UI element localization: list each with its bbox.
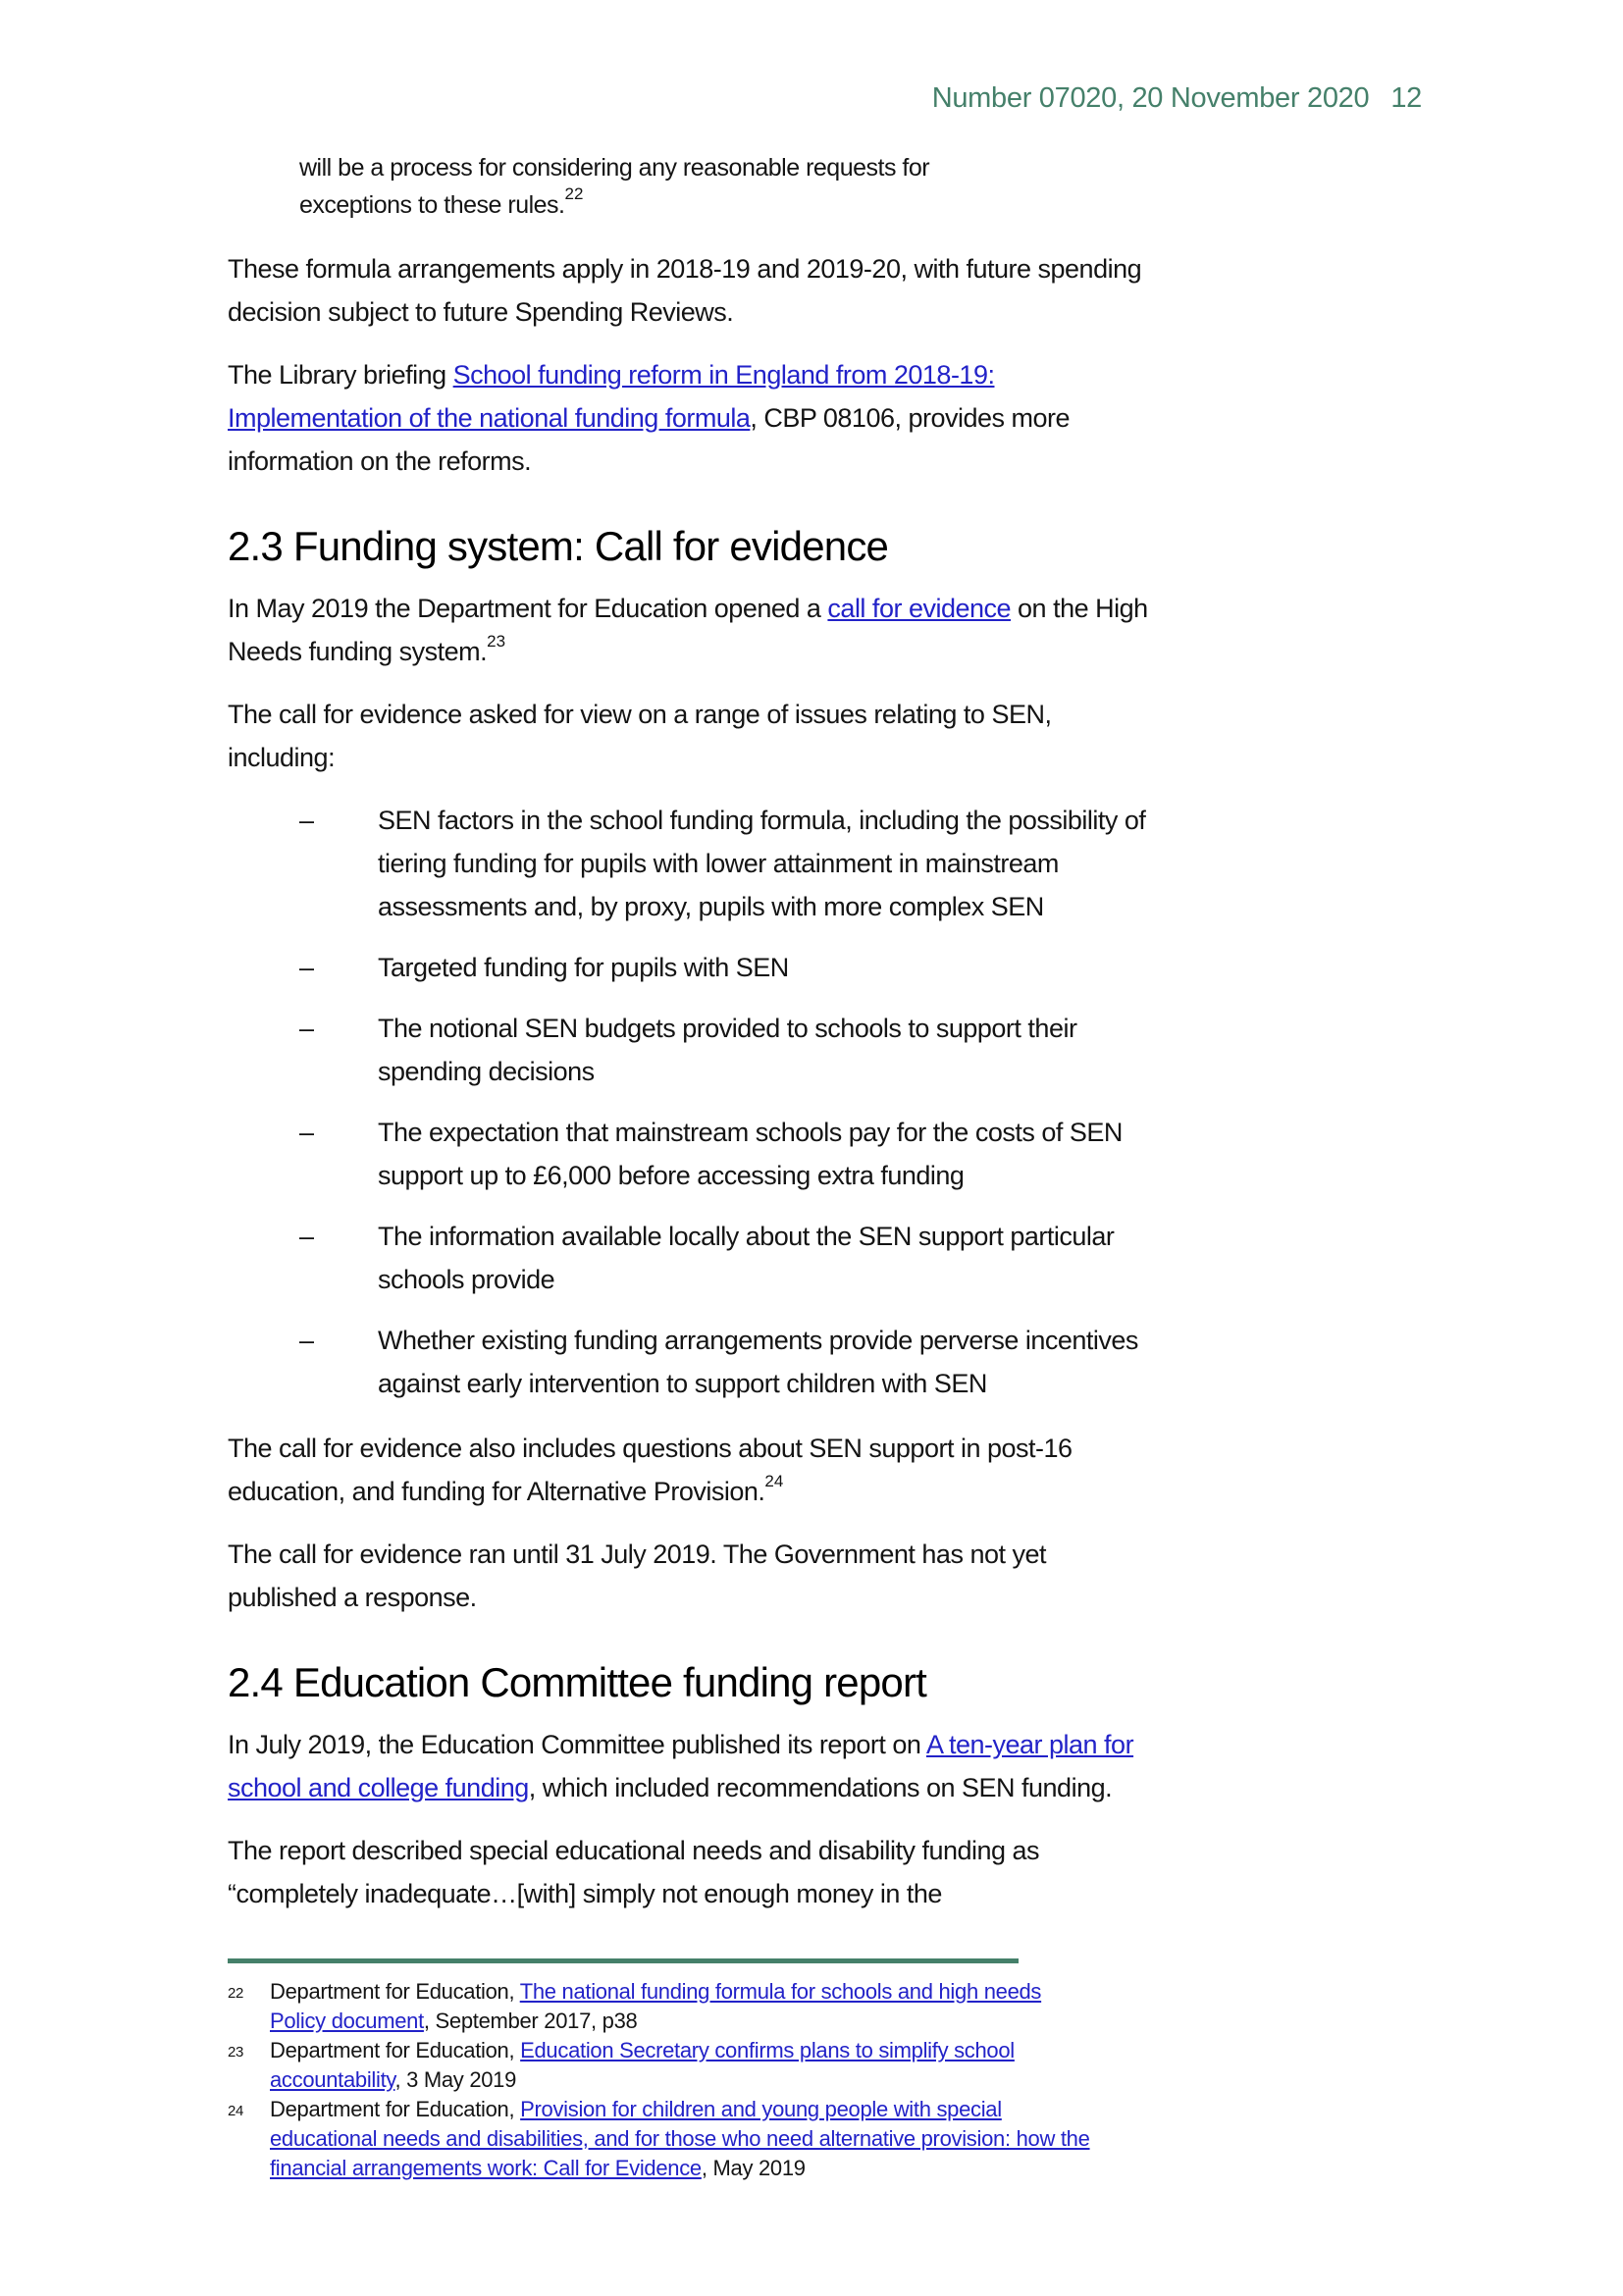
footnote-text	[270, 1977, 1091, 2036]
bullet-item	[299, 1111, 1160, 1197]
bullet-dash: –	[299, 806, 314, 835]
paragraph-text: The call for evidence also includes questions about SEN support in post-16 education, and funding for Alternative Provision.	[228, 1434, 1073, 1506]
bullet-item	[299, 799, 1160, 928]
bullet-item	[299, 946, 1160, 989]
paragraph-text: , CBP 08106, provides more information on the reforms.	[228, 403, 1071, 476]
paragraph-education-committee	[228, 1723, 1160, 1809]
paragraph-formula-arrangements: These formula arrangements apply in 2018-19 and 2019-20, with future spending decision subject to future Spending Reviews.	[228, 254, 1142, 327]
footnote-text	[270, 2036, 1091, 2095]
footnote-ref-22: 22	[564, 184, 584, 203]
bullet-dash: –	[299, 953, 314, 982]
link-call-for-evidence[interactable]: call for evidence	[827, 594, 1012, 623]
page-header	[932, 82, 1422, 115]
footnote-number: 22	[228, 1985, 244, 2002]
link-school-funding-reform[interactable]: School funding reform in England from 2018-19: Implementation of the national funding formula	[228, 360, 995, 433]
bullet-text: The information available locally about the SEN support particular schools provide	[378, 1222, 1115, 1294]
footnote-post: , September 2017, p38	[423, 2009, 638, 2033]
bullet-text: Whether existing funding arrangements provide perverse incentives against early intervention to support children with SEN	[378, 1326, 1138, 1398]
paragraph-text: In May 2019 the Department for Education opened a	[228, 594, 828, 623]
footnote-text	[270, 2095, 1091, 2183]
footnote-pre: Department for Education,	[270, 2038, 521, 2062]
bullet-list	[299, 799, 1160, 1405]
footnote-22	[228, 1977, 1091, 2036]
paragraph-call-for-evidence-opened	[228, 587, 1160, 673]
bullet-item	[299, 1215, 1160, 1301]
paragraph-text: The Library briefing	[228, 360, 453, 390]
paragraph-report-described: The report described special educational needs and disability funding as “completely inadequate…[with] simply not enough money in the	[228, 1836, 1040, 1908]
section-heading-2-4: 2.4 Education Committee funding report	[228, 1659, 927, 1705]
paragraph-post16	[228, 1427, 1160, 1513]
bullet-item	[299, 1007, 1160, 1093]
footnote-ref-23: 23	[487, 632, 506, 651]
bullet-dash: –	[299, 1222, 314, 1251]
footnote-number: 23	[228, 2044, 244, 2061]
bullet-text: Targeted funding for pupils with SEN	[378, 953, 789, 982]
footnotes-section	[228, 1958, 1111, 2183]
footnote-23-link[interactable]: Education Secretary confirms plans to simplify school accountability	[270, 2038, 1015, 2092]
paragraph-library-briefing	[228, 353, 1160, 483]
footnote-24	[228, 2095, 1091, 2183]
footnote-number: 24	[228, 2103, 244, 2119]
footnote-separator	[228, 1958, 1019, 1963]
paragraph-text: on the High Needs funding system.	[228, 594, 1148, 666]
footnote-post: , 3 May 2019	[394, 2067, 517, 2092]
bullet-text: The expectation that mainstream schools pay for the costs of SEN support up to £6,000 before accessing extra funding	[378, 1118, 1123, 1190]
footnote-ref-24: 24	[764, 1472, 784, 1490]
bullet-dash: –	[299, 1118, 314, 1147]
paragraph-ran-until: The call for evidence ran until 31 July 2019. The Government has not yet published a response.	[228, 1539, 1046, 1612]
footnote-24-link[interactable]: Provision for children and young people with special educational needs and disabilities, and for those who need alternative provision: how the financial arrangements work: Call for Evidence	[270, 2097, 1090, 2180]
paragraph-text: In July 2019, the Education Committee published its report on	[228, 1730, 926, 1759]
bullet-text: The notional SEN budgets provided to schools to support their spending decisions	[378, 1014, 1077, 1086]
footnote-23	[228, 2036, 1091, 2095]
bullet-item	[299, 1319, 1160, 1405]
footnote-22-link[interactable]: The national funding formula for schools and high needs Policy document	[270, 1979, 1042, 2033]
paragraph-call-for-evidence-issues: The call for evidence asked for view on a range of issues relating to SEN, including:	[228, 700, 1052, 772]
document-body	[228, 0, 1160, 1935]
section-heading-2-3: 2.3 Funding system: Call for evidence	[228, 523, 889, 569]
footnote-pre: Department for Education,	[270, 1979, 520, 2004]
header-doc-number: Number 07020, 20 November 2020	[931, 82, 1370, 114]
blockquote-text: will be a process for considering any reasonable requests for exceptions to these rules.	[299, 154, 930, 219]
page-number: 12	[1390, 82, 1422, 114]
paragraph-text: , which included recommendations on SEN funding.	[528, 1773, 1113, 1802]
bullet-dash: –	[299, 1326, 314, 1355]
bullet-text: SEN factors in the school funding formula, including the possibility of tiering funding for pupils with lower attainment in mainstream assessments and, by proxy, pupils with more complex SEN	[378, 806, 1146, 921]
footnote-post: , May 2019	[701, 2156, 806, 2180]
link-ten-year-plan[interactable]: A ten-year plan for school and college funding	[228, 1730, 1134, 1802]
bullet-dash: –	[299, 1014, 314, 1043]
footnote-pre: Department for Education,	[270, 2097, 521, 2121]
blockquote-paragraph	[299, 149, 1016, 224]
